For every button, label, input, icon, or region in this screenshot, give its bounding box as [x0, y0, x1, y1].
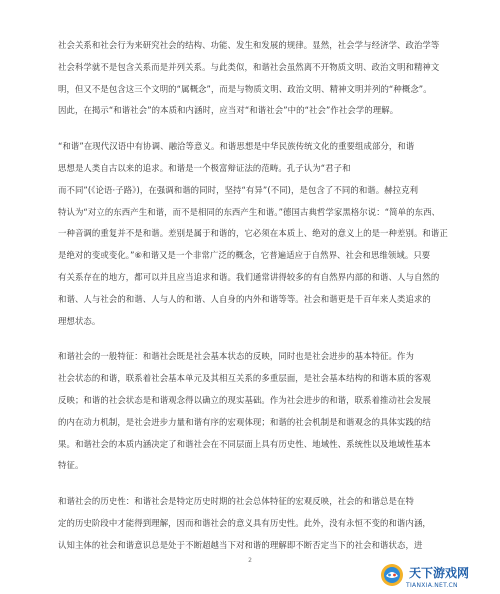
text-line: 的内在动力机制，是社会进步力量和谐有序的宏观体现；和谐的社会机制是和谐观念的具体实践的结: [58, 416, 431, 427]
text-line: 果。和谐社会的本质内涵决定了和谐社会在不同层面上具有历史性、地域性、系统性以及地域性基本: [58, 438, 431, 449]
text-line: 特征。: [58, 460, 84, 471]
page-number: 2: [248, 557, 252, 564]
watermark-brand: 天下游戏网: [409, 565, 470, 580]
text-line: 因此，在揭示“和谐社会”的本质和内涵时，应当对“和谐社会”中的“社会”作社会学的理解。: [58, 105, 399, 116]
paragraph-gap: [58, 127, 476, 141]
text-line: 认知主体的社会和谐意识总是处于不断超越当下对和谐的理解即不断否定当下的社会和谐状态，进: [58, 539, 423, 550]
text-line: 一种音调的重复并不是和谐。差别是属于和谐的，它必须在本质上、绝对的意义上的是一种差别。和谐正: [58, 228, 448, 239]
paragraph: [58, 141, 476, 337]
paragraph: [58, 496, 476, 561]
text-line: 理想状态。: [58, 315, 101, 326]
gamepad-icon: [380, 563, 406, 587]
text-line: 社会关系和社会行为来研究社会的结构、功能、发生和发展的规律。显然，社会学与经济学、政治学等: [58, 40, 440, 50]
paragraph-gap: [58, 482, 476, 496]
document-body: [58, 40, 476, 562]
paragraph-gap: [58, 337, 476, 351]
watermark-logo: [380, 562, 492, 588]
text-line: 和谐、人与社会的和谐、人与人的和谐、人自身的内外和谐等等。社会和谐更是千百年来人类追求的: [58, 293, 431, 304]
text-line: 社会状态的和谐，联系着社会基本单元及其相互关系的多重层面，是社会基本结构的和谐本质的客观: [58, 373, 431, 384]
text-line: 是绝对的变或变化。”⑥和谐又是一个非常广泛的概念，它普遍适应于自然界、社会和思维领域。只要: [58, 250, 431, 261]
text-line: 和谐社会的历史性：和谐社会是特定历史时期的社会总体特征的宏观反映，社会的和谐总是在特: [58, 496, 414, 507]
text-line: 有关系存在的地方，都可以并且应当追求和谐。我们通常讲得较多的有自然界内部的和谐、人与自然的: [58, 271, 440, 282]
paragraph: [58, 351, 476, 482]
text-line: 思想是人类自古以来的追求。和谐是一个极富辩证法的范畴。孔子认为“君子和: [58, 162, 351, 173]
text-line: 特认为“对立的东西产生和谐，而不是相同的东西产生和谐。”德国古典哲学家黑格尔说：“简单的东西、: [58, 206, 441, 217]
text-line: 明，但又不是包含这三个文明的“属概念”，而是与物质文明、政治文明、精神文明并列的“种概念”。: [58, 83, 432, 94]
text-line: 定的历史阶段中才能得到理解，因而和谐社会的意义具有历史性。此外，没有永恒不变的和谐内涵，: [58, 517, 431, 528]
text-line: 而不同”(《论语·子路》)，在强调和谐的同时，坚持“有异”(不同)，是包含了不同的和谐。赫拉克利: [58, 184, 419, 195]
text-line: 和谐社会的一般特征：和谐社会既是社会基本状态的反映，同时也是社会进步的基本特征。作为: [58, 351, 414, 362]
watermark-sub: TIANXIA.NET.CN: [406, 581, 458, 589]
text-line: “和谐”在现代汉语中有协调、融洽等意义。和谐思想是中华民族传统文化的重要组成部分，和谐: [58, 141, 415, 152]
watermark-text: [406, 562, 469, 589]
text-line: 社会科学就不是包含关系而是并列关系。与此类似，和谐社会虽然离不开物质文明、政治文明和精神文: [58, 61, 440, 72]
text-line: 反映；和谐的社会状态是和谐观念得以确立的现实基础。作为社会进步的和谐，联系着推动社会发展: [58, 394, 431, 405]
paragraph: [58, 40, 476, 127]
